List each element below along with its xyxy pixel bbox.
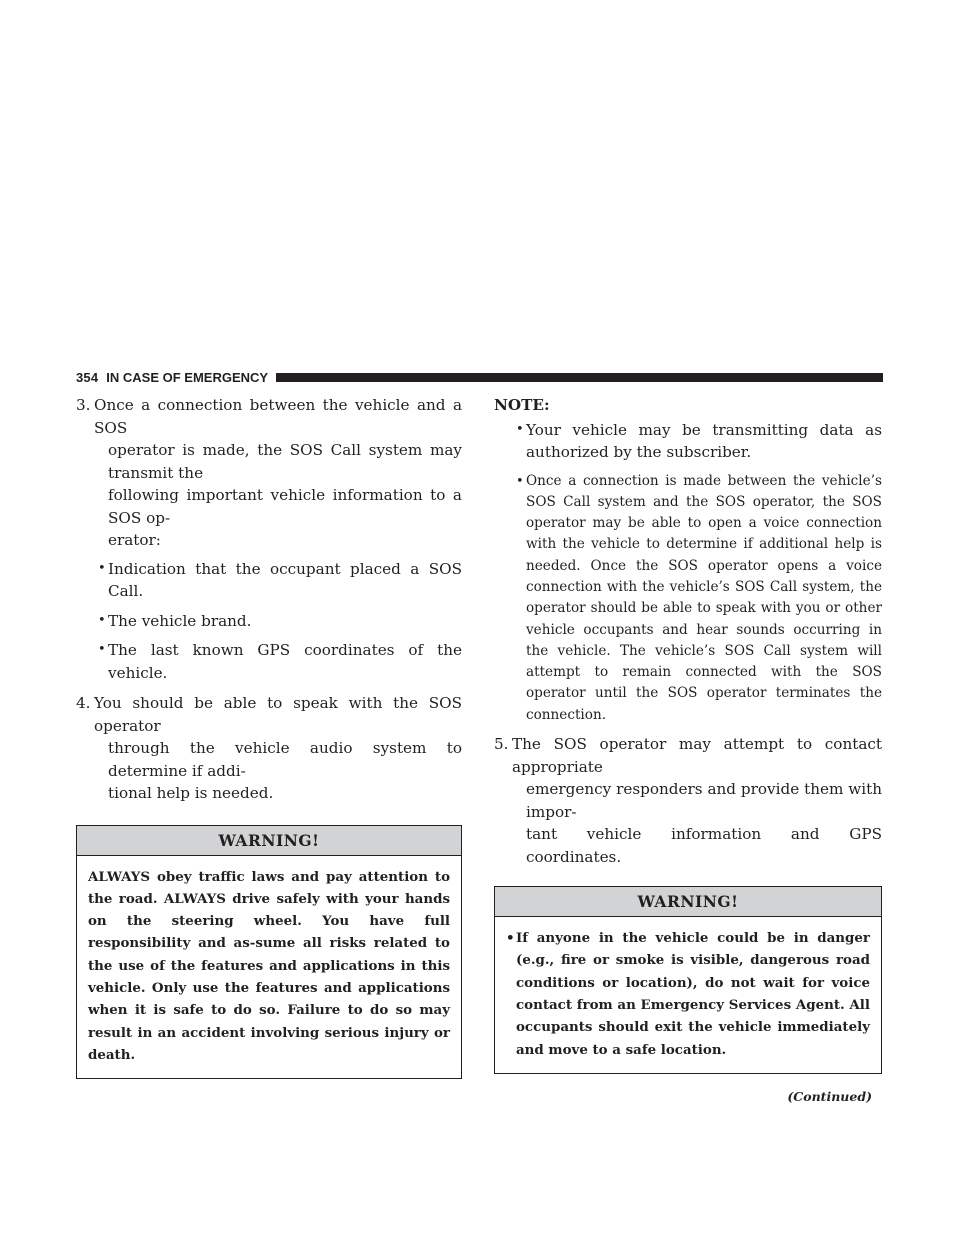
continued-label: (Continued)	[787, 1088, 872, 1104]
section-title: IN CASE OF EMERGENCY	[106, 369, 269, 385]
info-list	[76, 558, 462, 685]
page-number: 354	[76, 369, 99, 385]
step-4	[76, 692, 462, 805]
step-line: tant vehicle information and GPS coordinates.	[526, 825, 882, 866]
list-item-text: The last known GPS coordinates of the vehicle.	[108, 641, 462, 682]
note-list	[494, 419, 882, 727]
step-line: Once a connection between the vehicle and a SOS	[94, 396, 462, 437]
note-title: NOTE:	[494, 396, 550, 414]
step-line: emergency responders and provide them with impor-	[526, 780, 882, 821]
list-item	[98, 610, 462, 633]
right-column	[494, 394, 882, 1108]
step-line: The SOS operator may attempt to contact appropriate	[512, 735, 882, 776]
step-line: through the vehicle audio system to determine if addi-	[108, 739, 462, 780]
page-header	[76, 368, 883, 386]
step-line: operator is made, the SOS Call system may transmit the	[108, 441, 462, 482]
header-rule	[276, 373, 883, 382]
warning-box	[494, 886, 882, 1074]
step-line: You should be able to speak with the SOS operator	[94, 694, 462, 735]
step-line: following important vehicle information to a SOS op-	[108, 486, 462, 527]
step-text	[94, 394, 462, 552]
warning-text	[495, 917, 881, 1073]
step-number: 4.	[76, 694, 91, 712]
step-3	[76, 394, 462, 552]
list-item-text: Your vehicle may be transmitting data as authorized by the subscriber.	[526, 420, 882, 461]
warning-title: WARNING!	[495, 887, 881, 917]
warning-text: ALWAYS obey traffic laws and pay attention to the road. ALWAYS drive safely with your hands on the steering wheel. You have full responsibility and as-sume all risks related to the use of the features and applications in this vehicle. Only use the features and applications when it is safe to do so. Failure to do so may result in an accident involving serious injury or death.	[88, 868, 450, 1063]
warning-item	[506, 927, 870, 1061]
list-item	[516, 471, 882, 727]
bullet-icon: •	[506, 930, 515, 947]
step-line: tional help is needed.	[108, 784, 274, 802]
list-item-text: Indication that the occupant placed a SOS Call.	[108, 559, 462, 600]
step-number: 3.	[76, 396, 91, 414]
step-line: erator:	[108, 531, 161, 549]
list-item	[516, 419, 882, 464]
bullet-icon: •	[98, 560, 106, 576]
bullet-icon: •	[98, 642, 106, 657]
left-column	[76, 394, 462, 1079]
step-text	[512, 733, 882, 868]
list-item	[98, 558, 462, 603]
bullet-icon: •	[516, 421, 524, 437]
step-5	[494, 733, 882, 868]
warning-item-text: If anyone in the vehicle could be in danger (e.g., fire or smoke is visible, dangerous road conditions or location), do not wait for voice contact from an Emergency Services Agent. All occupants should exit the vehicle immediately and move to a safe location.	[516, 930, 870, 1058]
step-text	[94, 692, 462, 805]
step-number: 5.	[494, 735, 509, 754]
list-item-text: The vehicle brand.	[108, 611, 252, 630]
bullet-icon: •	[516, 473, 524, 489]
warning-title: WARNING!	[77, 826, 461, 856]
list-item-text: Once a connection is made between the vehicle’s SOS Call system and the SOS operator, the SOS operator may be able to open a voice connection with the vehicle to determine if additional help is needed. Once the SOS operator opens a voice connection with the vehicle’s SOS Call system, the operator should be able to speak with you or other vehicle occupants and hear sounds occurring in the vehicle. The vehicle’s SOS Call system will attempt to remain connected with the SOS operator until the SOS operator terminates the connection.	[526, 472, 882, 723]
warning-box	[76, 825, 462, 1080]
bullet-icon: •	[98, 612, 106, 628]
list-item	[98, 639, 462, 684]
